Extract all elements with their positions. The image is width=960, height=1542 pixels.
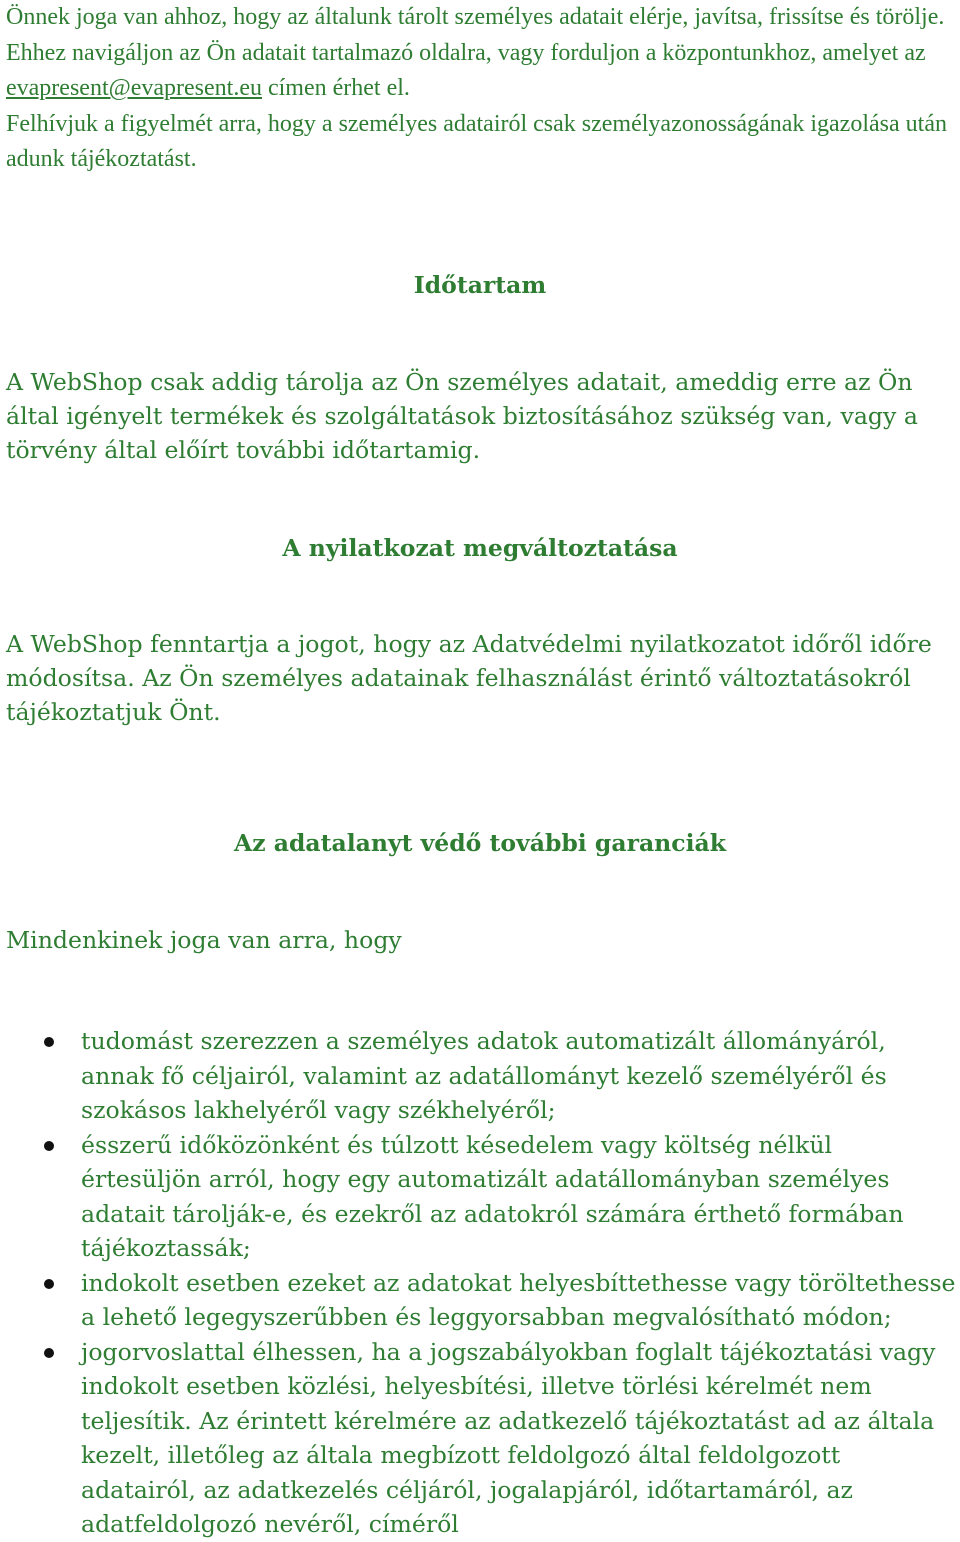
change-paragraph: A WebShop fenntartja a jogot, hogy az Adatvédelmi nyilatkozatot időről időre módosítsa. Az Ön személyes adatainak felhasználást érintő változtatásokról tájékoztatjuk Önt. xyxy=(6,630,932,726)
list-item-text: tudomást szerezzen a személyes adatok automatizált állományáról, annak fő céljairól, valamint az adatállományt kezelő személyéről és szokásos lakhelyéről vagy székhelyéről; xyxy=(81,1027,887,1124)
bullet-icon xyxy=(44,1037,54,1047)
guarantees-list xyxy=(0,1024,960,1542)
list-item-text: jogorvoslattal élhessen, ha a jogszabályokban foglalt tájékoztatási vagy indokolt esetben közlési, helyesbítési, illetve törlési kérelmét nem teljesítik. Az érintett kérelmére az adatkezelő tájékoztatást ad az általa kezelt, illetőleg az általa megbízott feldolgozó által feldolgozott adatairól, az adatkezelés céljáról, jogalapjáról, időtartamáról, az adatfeldolgozó nevéről, címéről xyxy=(81,1337,936,1538)
duration-paragraph: A WebShop csak addig tárolja az Ön személyes adatait, ameddig erre az Ön által igényelt termékek és szolgáltatások biztosításához szükség van, vagy a törvény által előírt további időtartamig. xyxy=(6,368,918,464)
list-item xyxy=(0,1024,960,1128)
heading-statement-change: A nyilatkozat megváltoztatása xyxy=(282,534,678,562)
intro-paragraph xyxy=(6,0,958,178)
heading-duration: Időtartam xyxy=(413,271,547,299)
guarantees-intro: Mindenkinek joga van arra, hogy xyxy=(6,926,402,954)
intro-text: Önnek joga van ahhoz, hogy az általunk tárolt személyes adatait elérje, javítsa, frissítse és törölje. Ehhez navigáljon az Ön adatait tartalmazó oldalra, vagy forduljon a központunkhoz, amelyet az xyxy=(6,4,945,66)
intro-notice: Felhívjuk a figyelmét arra, hogy a személyes adatairól csak személyazonosságának igazolása után adunk tájékoztatást. xyxy=(6,110,947,172)
heading-guarantees: Az adatalanyt védő további garanciák xyxy=(233,829,727,857)
bullet-icon xyxy=(44,1348,54,1358)
list-item-text: ésszerű időközönként és túlzott késedelem vagy költség nélkül értesüljön arról, hogy egy automatizált adatállományban személyes adatait tárolják-e, és ezekről az adatokról számára érthető formában tájékoztassák; xyxy=(81,1130,904,1262)
bullet-icon xyxy=(44,1141,54,1151)
intro-text-end: címen érhet el. xyxy=(261,75,410,101)
list-item xyxy=(0,1128,960,1266)
email-link[interactable]: evapresent@evapresent.eu xyxy=(6,75,262,101)
list-item xyxy=(0,1266,960,1335)
list-item-text: indokolt esetben ezeket az adatokat helyesbíttethesse vagy töröltethesse a lehető legegyszerűbben és leggyorsabban megvalósítható módon; xyxy=(81,1268,956,1331)
list-item xyxy=(0,1335,960,1542)
bullet-icon xyxy=(44,1279,54,1289)
